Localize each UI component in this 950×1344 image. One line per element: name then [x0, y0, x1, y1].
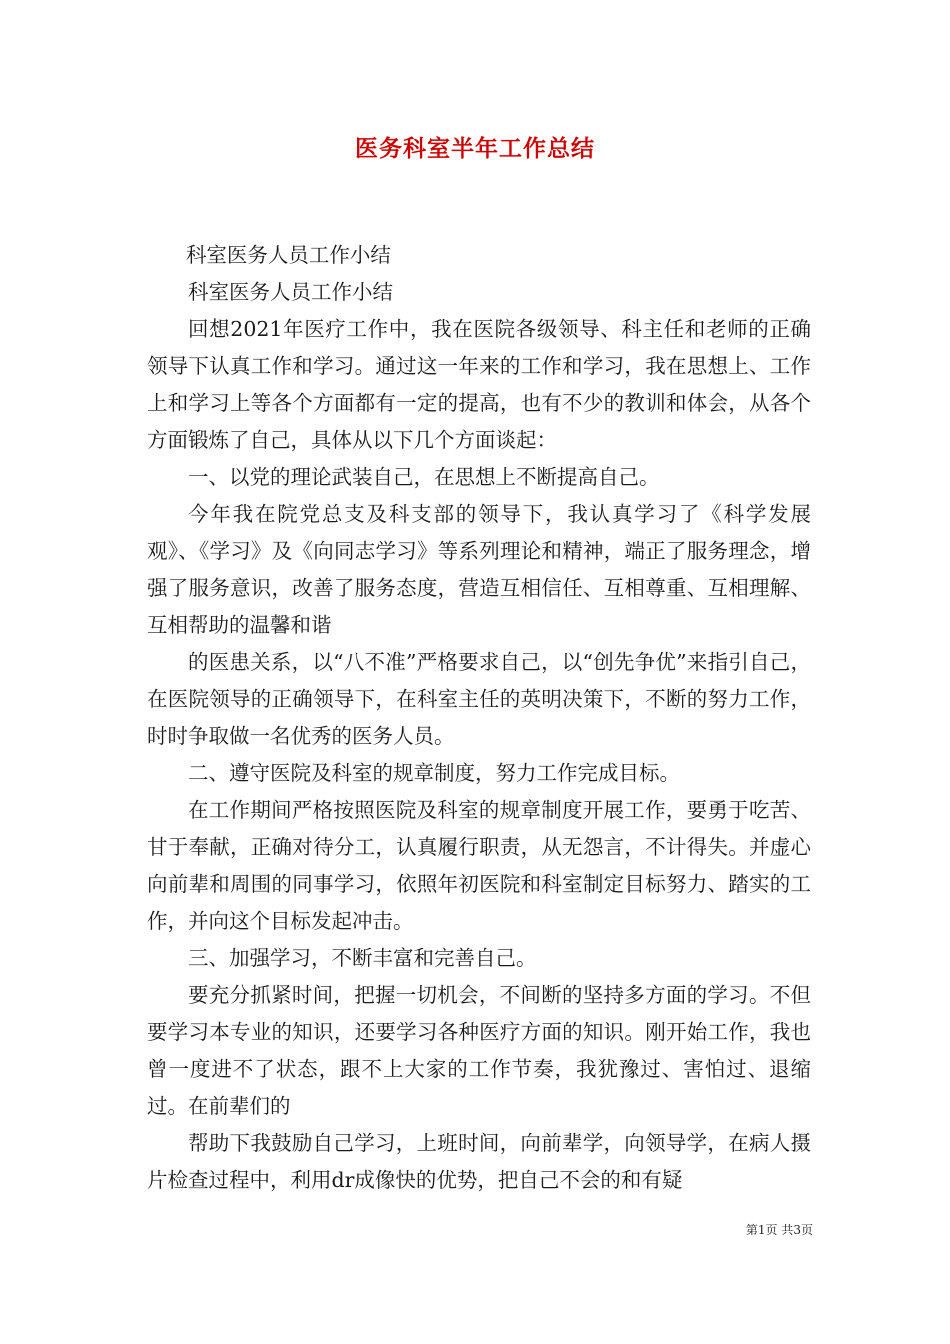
paragraph: 科室医务人员工作小结 — [185, 243, 391, 267]
page-number: 第1页 共3页 — [745, 1223, 813, 1237]
page-title: 医务科室半年工作总结 — [355, 136, 595, 162]
paragraph: 的医患关系，以“八不准”严格要求自己，以“创先争优”来指引自己，在医院领导的正确领导下，在科室主任的英明决策下，不断的努力工作，时时争取做一名优秀的医务人员。 — [147, 650, 811, 748]
paragraph: 在工作期间严格按照医院及科室的规章制度开展工作，要勇于吃苦、甘于奉献，正确对待分工，认真履行职责，从无怨言，不计得失。并虚心向前辈和周围的同事学习，依照年初医院和科室制定目标努力、踏实的工作，并向这个目标发起冲击。 — [147, 798, 811, 933]
document-body — [147, 237, 811, 1199]
paragraph: 帮助下我鼓励自己学习，上班时间，向前辈学，向领导学，在病人摄片检查过程中，利用dr成像快的优势，把自己不会的和有疑 — [147, 1131, 811, 1192]
paragraph: 一、以党的理论武装自己，在思想上不断提高自己。 — [188, 465, 660, 489]
paragraph: 二、遵守医院及科室的规章制度，努力工作完成目标。 — [188, 761, 680, 785]
paragraph: 要充分抓紧时间，把握一切机会，不间断的坚持多方面的学习。不但要学习本专业的知识，还要学习各种医疗方面的知识。刚开始工作，我也曾一度进不了状态，跟不上大家的工作节奏，我犹豫过、害怕过、退缩过。在前辈们的 — [147, 983, 811, 1118]
paragraph: 科室医务人员工作小结 — [188, 280, 393, 304]
paragraph: 三、加强学习，不断丰富和完善自己。 — [188, 946, 537, 970]
paragraph: 回想2021年医疗工作中，我在医院各级领导、科主任和老师的正确领导下认真工作和学习。通过这一年来的工作和学习，我在思想上、工作上和学习上等各个方面都有一定的提高，也有不少的教训和体会，从各个方面锻炼了自己，具体从以下几个方面谈起： — [147, 317, 811, 452]
paragraph: 今年我在院党总支及科支部的领导下，我认真学习了《科学发展观》、《学习》及《向同志学习》等系列理论和精神，端正了服务理念，增强了服务意识，改善了服务态度，营造互相信任、互相尊重、互相理解、互相帮助的温馨和谐 — [147, 502, 811, 637]
